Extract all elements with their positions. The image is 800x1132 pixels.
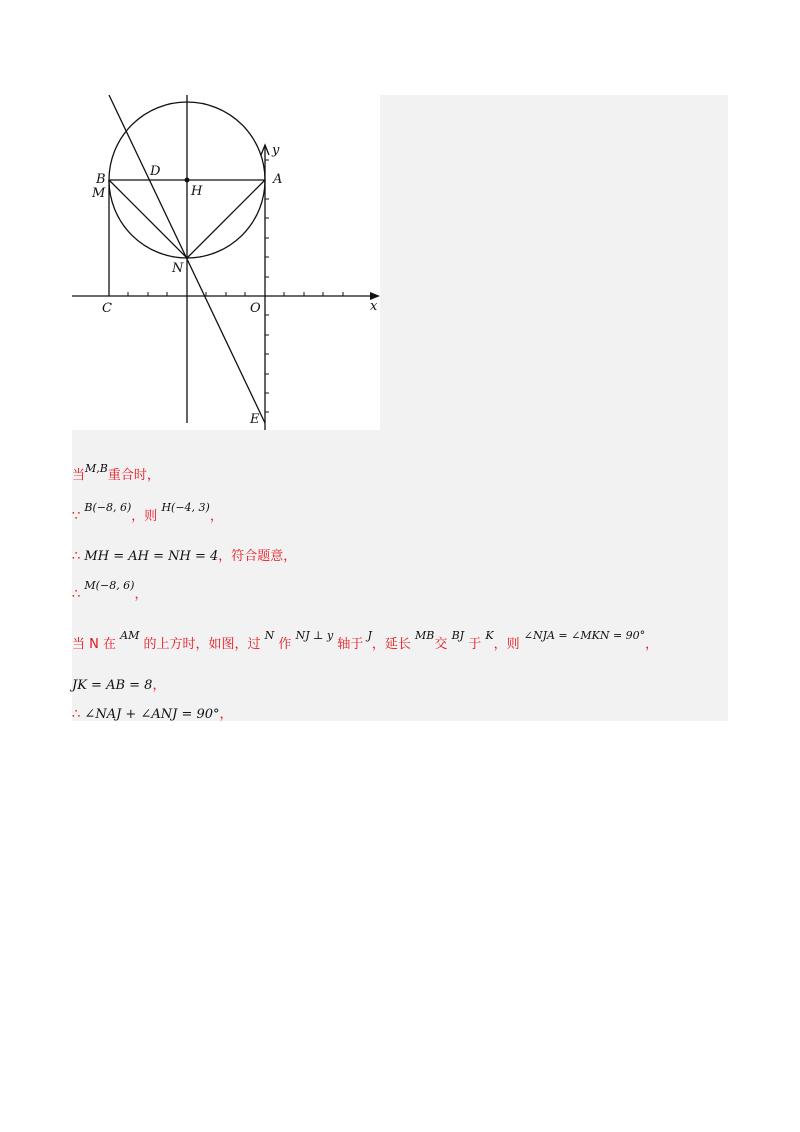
text: ，符合题意， [218,549,297,564]
math: B [99,462,108,475]
figure-svg [72,95,380,430]
solution-line-2 [72,501,223,524]
label-x: x [370,299,378,314]
solution-line-7 [72,703,233,722]
text: ， [645,637,659,652]
text: ，则 [131,509,158,524]
solution-line-6 [72,674,165,693]
text: 重合时， [107,468,160,483]
solution-line-1 [72,464,160,483]
label-m: M [92,186,106,201]
geometry-figure [72,95,380,430]
text: 轴于 [337,637,364,652]
math: MH = AH = NH = 4 [84,549,219,564]
math: B(−8, 6) [84,501,132,514]
label-c: C [102,301,112,316]
label-o: O [250,301,261,316]
text: ， [134,587,148,602]
therefore-symbol: ∴ [72,549,81,564]
math: ∠NAJ + ∠ANJ = 90° [84,707,220,722]
label-y: y [272,143,280,158]
math: J [367,629,372,642]
text: 当 N 在 [72,637,116,652]
math: , [96,462,100,475]
therefore-symbol: ∴ [72,707,81,722]
math: AM [120,629,140,642]
text: ，延长 [371,637,411,652]
label-e: E [250,412,260,427]
text: 交 [434,637,448,652]
label-n: N [172,261,184,276]
solution-line-5 [72,629,659,652]
therefore-symbol: ∵ [72,509,81,524]
label-d: D [150,164,161,179]
solution-line-3 [72,545,296,564]
math: M [85,462,97,475]
math: N [264,629,275,642]
label-a: A [273,172,283,187]
math: ∠NJA = ∠MKN = 90° [523,629,646,642]
label-h: H [191,184,203,199]
math: H(−4, 3) [161,501,210,514]
text: ， [219,707,233,722]
math: NJ ⊥ y [295,629,334,642]
math: K [485,629,494,642]
point-h [185,178,190,183]
math: MB [415,629,435,642]
label-b: B [96,172,106,187]
math: BJ [451,629,465,642]
math: M(−8, 6) [84,579,135,592]
text: 当 [72,468,86,483]
solution-line-4 [72,579,148,602]
text: ，则 [493,637,520,652]
text: 于 [468,637,482,652]
text: ， [209,509,223,524]
text: ， [152,678,166,693]
therefore-symbol: ∴ [72,587,81,602]
text: 的上方时，如图，过 [143,637,261,652]
math: JK = AB = 8 [72,678,153,693]
segment-bn [109,180,187,258]
text: 作 [278,637,292,652]
